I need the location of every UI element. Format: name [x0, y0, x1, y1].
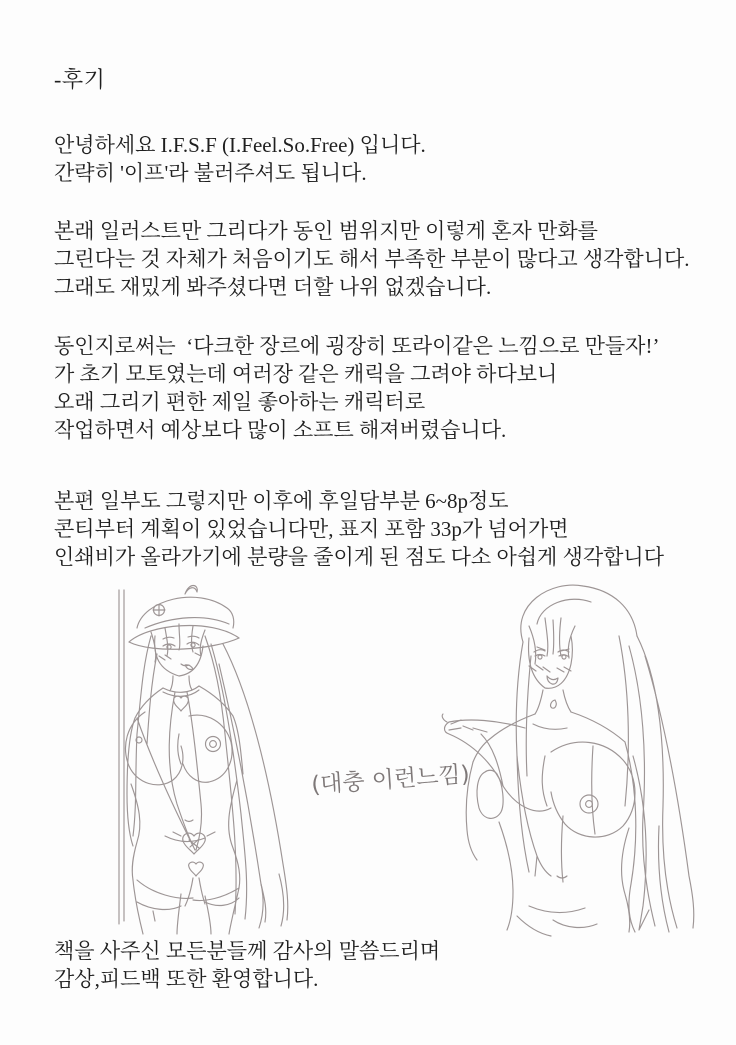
text-line: 동인지로써는 ‘다크한 장르에 굉장히 또라이같은 느낌으로 만들자!’: [54, 334, 660, 358]
afterword-heading: -후기: [54, 67, 106, 92]
text-line: 책을 사주신 모든분들께 감사의 말씀드리며: [54, 939, 441, 963]
paragraph-greeting: [54, 131, 426, 187]
paragraph-closing: [54, 937, 440, 993]
text-line: 감상,피드백 또한 환영합니다.: [54, 967, 319, 991]
text-line: 그래도 재밌게 봐주셨다면 더할 나위 없겠습니다.: [54, 275, 492, 299]
heart-ornament: [189, 862, 204, 876]
stretch-lines: [463, 726, 487, 732]
text-line: 가 초기 모토였는데 여러장 같은 캐릭을 그려야 하다보니: [54, 362, 558, 386]
paragraph-page-count: [54, 487, 664, 571]
text-line: 안녕하세요 I.F.S.F (I.Feel.So.Free) 입니다.: [54, 133, 426, 157]
sweat-drop: [551, 700, 557, 708]
heart-pendant: [174, 696, 189, 711]
text-line: 간략히 '이프'라 불러주셔도 됩니다.: [54, 161, 367, 185]
left-character-sketch: [93, 584, 328, 936]
choker: [163, 686, 199, 696]
open-mouth: [547, 676, 558, 684]
text-line: 작업하면서 예상보다 많이 소프트 해져버렸습니다.: [54, 418, 507, 442]
text-line: 본래 일러스트만 그리다가 동인 범위지만 이렇게 혼자 만화를: [54, 219, 598, 243]
text-line: 인쇄비가 올라가기에 분량을 줄이게 된 점도 다소 아쉽게 생각합니다: [54, 545, 665, 569]
stocking-band: [137, 902, 181, 921]
blush-hatching: [159, 653, 201, 660]
text-line: 콘티부터 계획이 있었습니다만, 표지 포함 33p가 넘어가면: [54, 517, 569, 541]
blush-hatching: [529, 665, 571, 672]
text-line: 오래 그리기 편한 제일 좋아하는 캐릭터로: [54, 390, 426, 414]
text-line: 본편 일부도 그렇지만 이후에 후일담부분 6~8p정도: [54, 489, 509, 513]
right-character-sketch: [433, 576, 703, 938]
paragraph-first-comic: [54, 217, 690, 301]
ahoge: [185, 586, 197, 595]
paragraph-motto: [54, 332, 659, 444]
tongue: [181, 664, 193, 670]
text-line: 그린다는 것 자체가 처음이기도 해서 부족한 부분이 많다고 생각합니다.: [54, 247, 690, 271]
sketch-caption: (대충 이런느낌): [310, 761, 471, 799]
